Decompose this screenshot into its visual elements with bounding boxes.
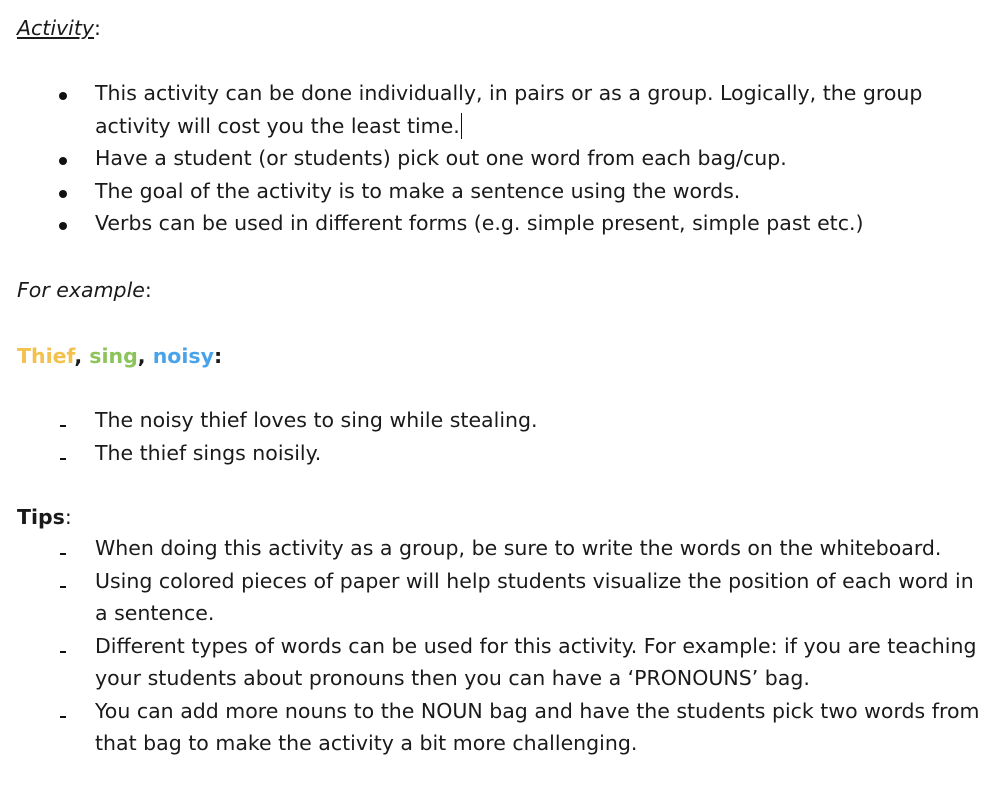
activity-bullet-list bbox=[0, 77, 985, 240]
dash-icon bbox=[55, 437, 71, 470]
list-item bbox=[0, 695, 985, 760]
dash-icon bbox=[55, 404, 71, 437]
activity-heading-colon: : bbox=[94, 16, 101, 40]
tip-text: When doing this activity as a group, be sure to write the words on the whiteboard. bbox=[95, 536, 942, 560]
bullet-icon bbox=[55, 175, 71, 208]
dash-icon bbox=[55, 630, 71, 663]
list-item bbox=[0, 142, 985, 175]
bullet-icon bbox=[55, 142, 71, 175]
list-item bbox=[0, 404, 985, 437]
tips-heading-text: Tips bbox=[17, 505, 65, 529]
bullet-icon bbox=[55, 77, 71, 110]
word-thief: Thief bbox=[17, 344, 75, 368]
example-sentence-text: The thief sings noisily. bbox=[95, 440, 322, 465]
bullet-icon bbox=[55, 207, 71, 240]
example-heading-colon: : bbox=[144, 278, 152, 302]
activity-bullet-text: Verbs can be used in different forms (e.g. simple present, simple past etc.) bbox=[95, 211, 864, 235]
word-end-colon: : bbox=[213, 344, 223, 368]
tips-heading bbox=[17, 501, 72, 533]
tip-text: Using colored pieces of paper will help students visualize the position of each word in a sentence. bbox=[95, 568, 974, 625]
activity-bullet-text: Have a student (or students) pick out one word from each bag/cup. bbox=[95, 146, 787, 170]
list-item bbox=[0, 437, 985, 470]
activity-heading bbox=[17, 12, 101, 44]
activity-heading-text: Activity bbox=[17, 16, 95, 40]
word-noisy: noisy bbox=[152, 344, 214, 368]
dash-icon bbox=[55, 565, 71, 598]
word-separator: , bbox=[74, 344, 90, 368]
list-item bbox=[0, 630, 985, 695]
word-sing: sing bbox=[89, 344, 138, 368]
list-item bbox=[0, 207, 985, 240]
tip-text: You can add more nouns to the NOUN bag and have the students pick two words from that bag to make the activity a bit more challenging. bbox=[95, 698, 980, 755]
list-item bbox=[0, 77, 985, 142]
tip-text: Different types of words can be used for this activity. For example: if you are teaching your students about pronouns then you can have a ‘PRONOUNS’ bag. bbox=[95, 633, 977, 690]
example-sentence-text: The noisy thief loves to sing while stealing. bbox=[95, 408, 538, 432]
activity-bullet-text: The goal of the activity is to make a sentence using the words. bbox=[95, 178, 741, 203]
tips-list bbox=[0, 532, 985, 760]
list-item bbox=[0, 565, 985, 630]
example-heading-text: For example bbox=[17, 278, 145, 302]
word-separator: , bbox=[137, 344, 153, 368]
tips-heading-colon: : bbox=[64, 505, 72, 529]
example-sentence-list bbox=[0, 404, 985, 469]
activity-bullet-text: This activity can be done individually, in pairs or as a group. Logically, the group activity will cost you the least time. bbox=[95, 81, 923, 138]
dash-icon bbox=[55, 532, 71, 565]
dash-icon bbox=[55, 695, 71, 728]
list-item bbox=[0, 175, 985, 208]
example-heading bbox=[17, 274, 152, 306]
list-item bbox=[0, 532, 985, 565]
example-words bbox=[17, 340, 222, 372]
text-cursor bbox=[461, 113, 462, 139]
